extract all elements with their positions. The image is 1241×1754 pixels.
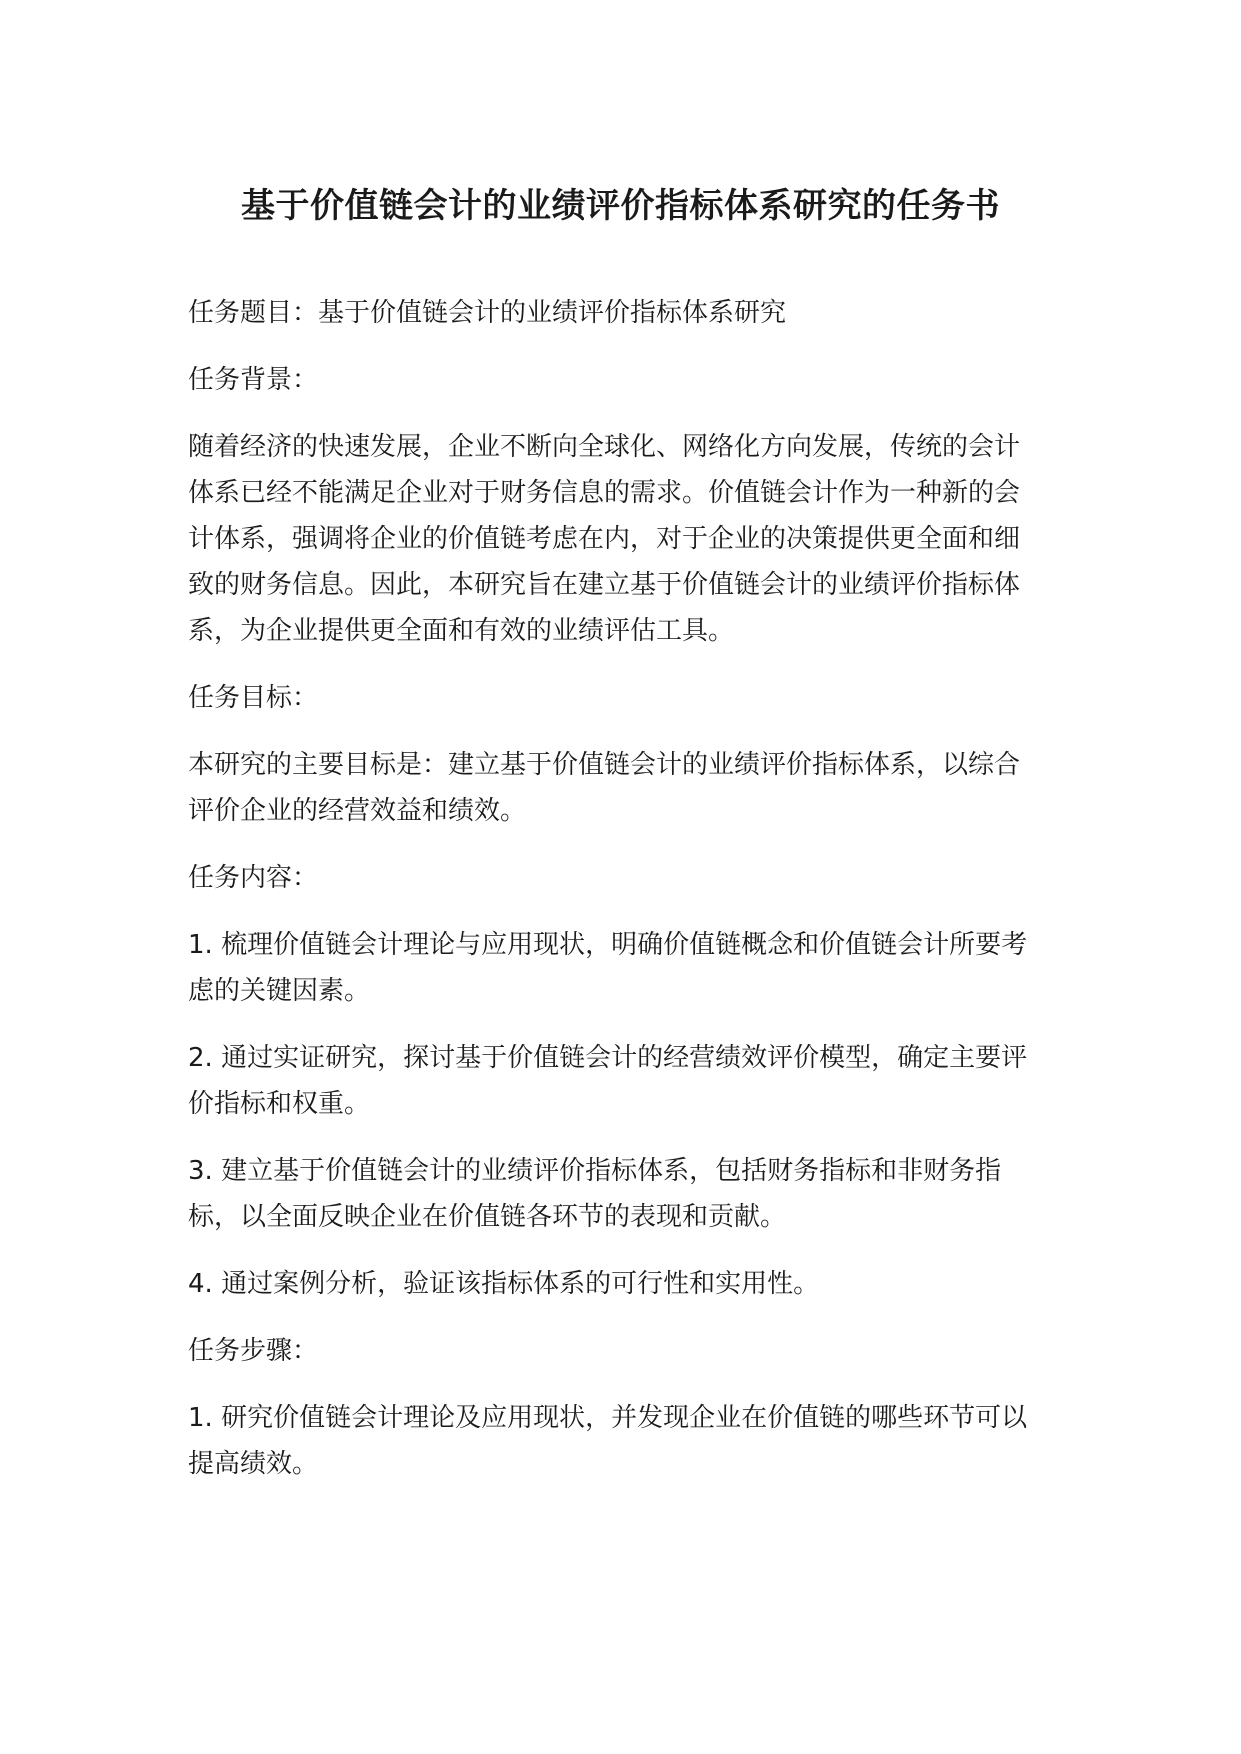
document-title: 基于价值链会计的业绩评价指标体系研究的任务书 — [241, 186, 1000, 226]
content-item-2: 2. 通过实证研究，探讨基于价值链会计的经营绩效评价模型，确定主要评价指标和权重。 — [188, 1043, 1028, 1119]
step-item-1: 1. 研究价值链会计理论及应用现状，并发现企业在价值链的哪些环节可以提高绩效。 — [188, 1403, 1028, 1479]
content-item-1: 1. 梳理价值链会计理论与应用现状，明确价值链概念和价值链会计所要考虑的关键因素。 — [188, 930, 1028, 1006]
document-body — [188, 290, 1034, 1508]
section-heading-steps: 任务步骤： — [188, 1336, 319, 1366]
content-item-3: 3. 建立基于价值链会计的业绩评价指标体系，包括财务指标和非财务指标，以全面反映企业在价值链各环节的表现和贡献。 — [188, 1156, 1002, 1232]
section-heading-objective: 任务目标： — [188, 683, 319, 713]
section-heading-content: 任务内容： — [188, 863, 319, 893]
objective-paragraph: 本研究的主要目标是：建立基于价值链会计的业绩评价指标体系，以综合评价企业的经营效益和绩效。 — [188, 750, 1021, 826]
section-heading-background: 任务背景： — [188, 365, 319, 395]
background-paragraph: 随着经济的快速发展，企业不断向全球化、网络化方向发展，传统的会计体系已经不能满足企业对于财务信息的需求。价值链会计作为一种新的会计体系，强调将企业的价值链考虑在内，对于企业的决策提供更全面和细致的财务信息。因此，本研究旨在建立基于价值链会计的业绩评价指标体系，为企业提供更全面和有效的业绩评估工具。 — [188, 432, 1021, 646]
task-title-line: 任务题目：基于价值链会计的业绩评价指标体系研究 — [188, 298, 787, 328]
content-item-4: 4. 通过案例分析，验证该指标体系的可行性和实用性。 — [188, 1269, 820, 1299]
